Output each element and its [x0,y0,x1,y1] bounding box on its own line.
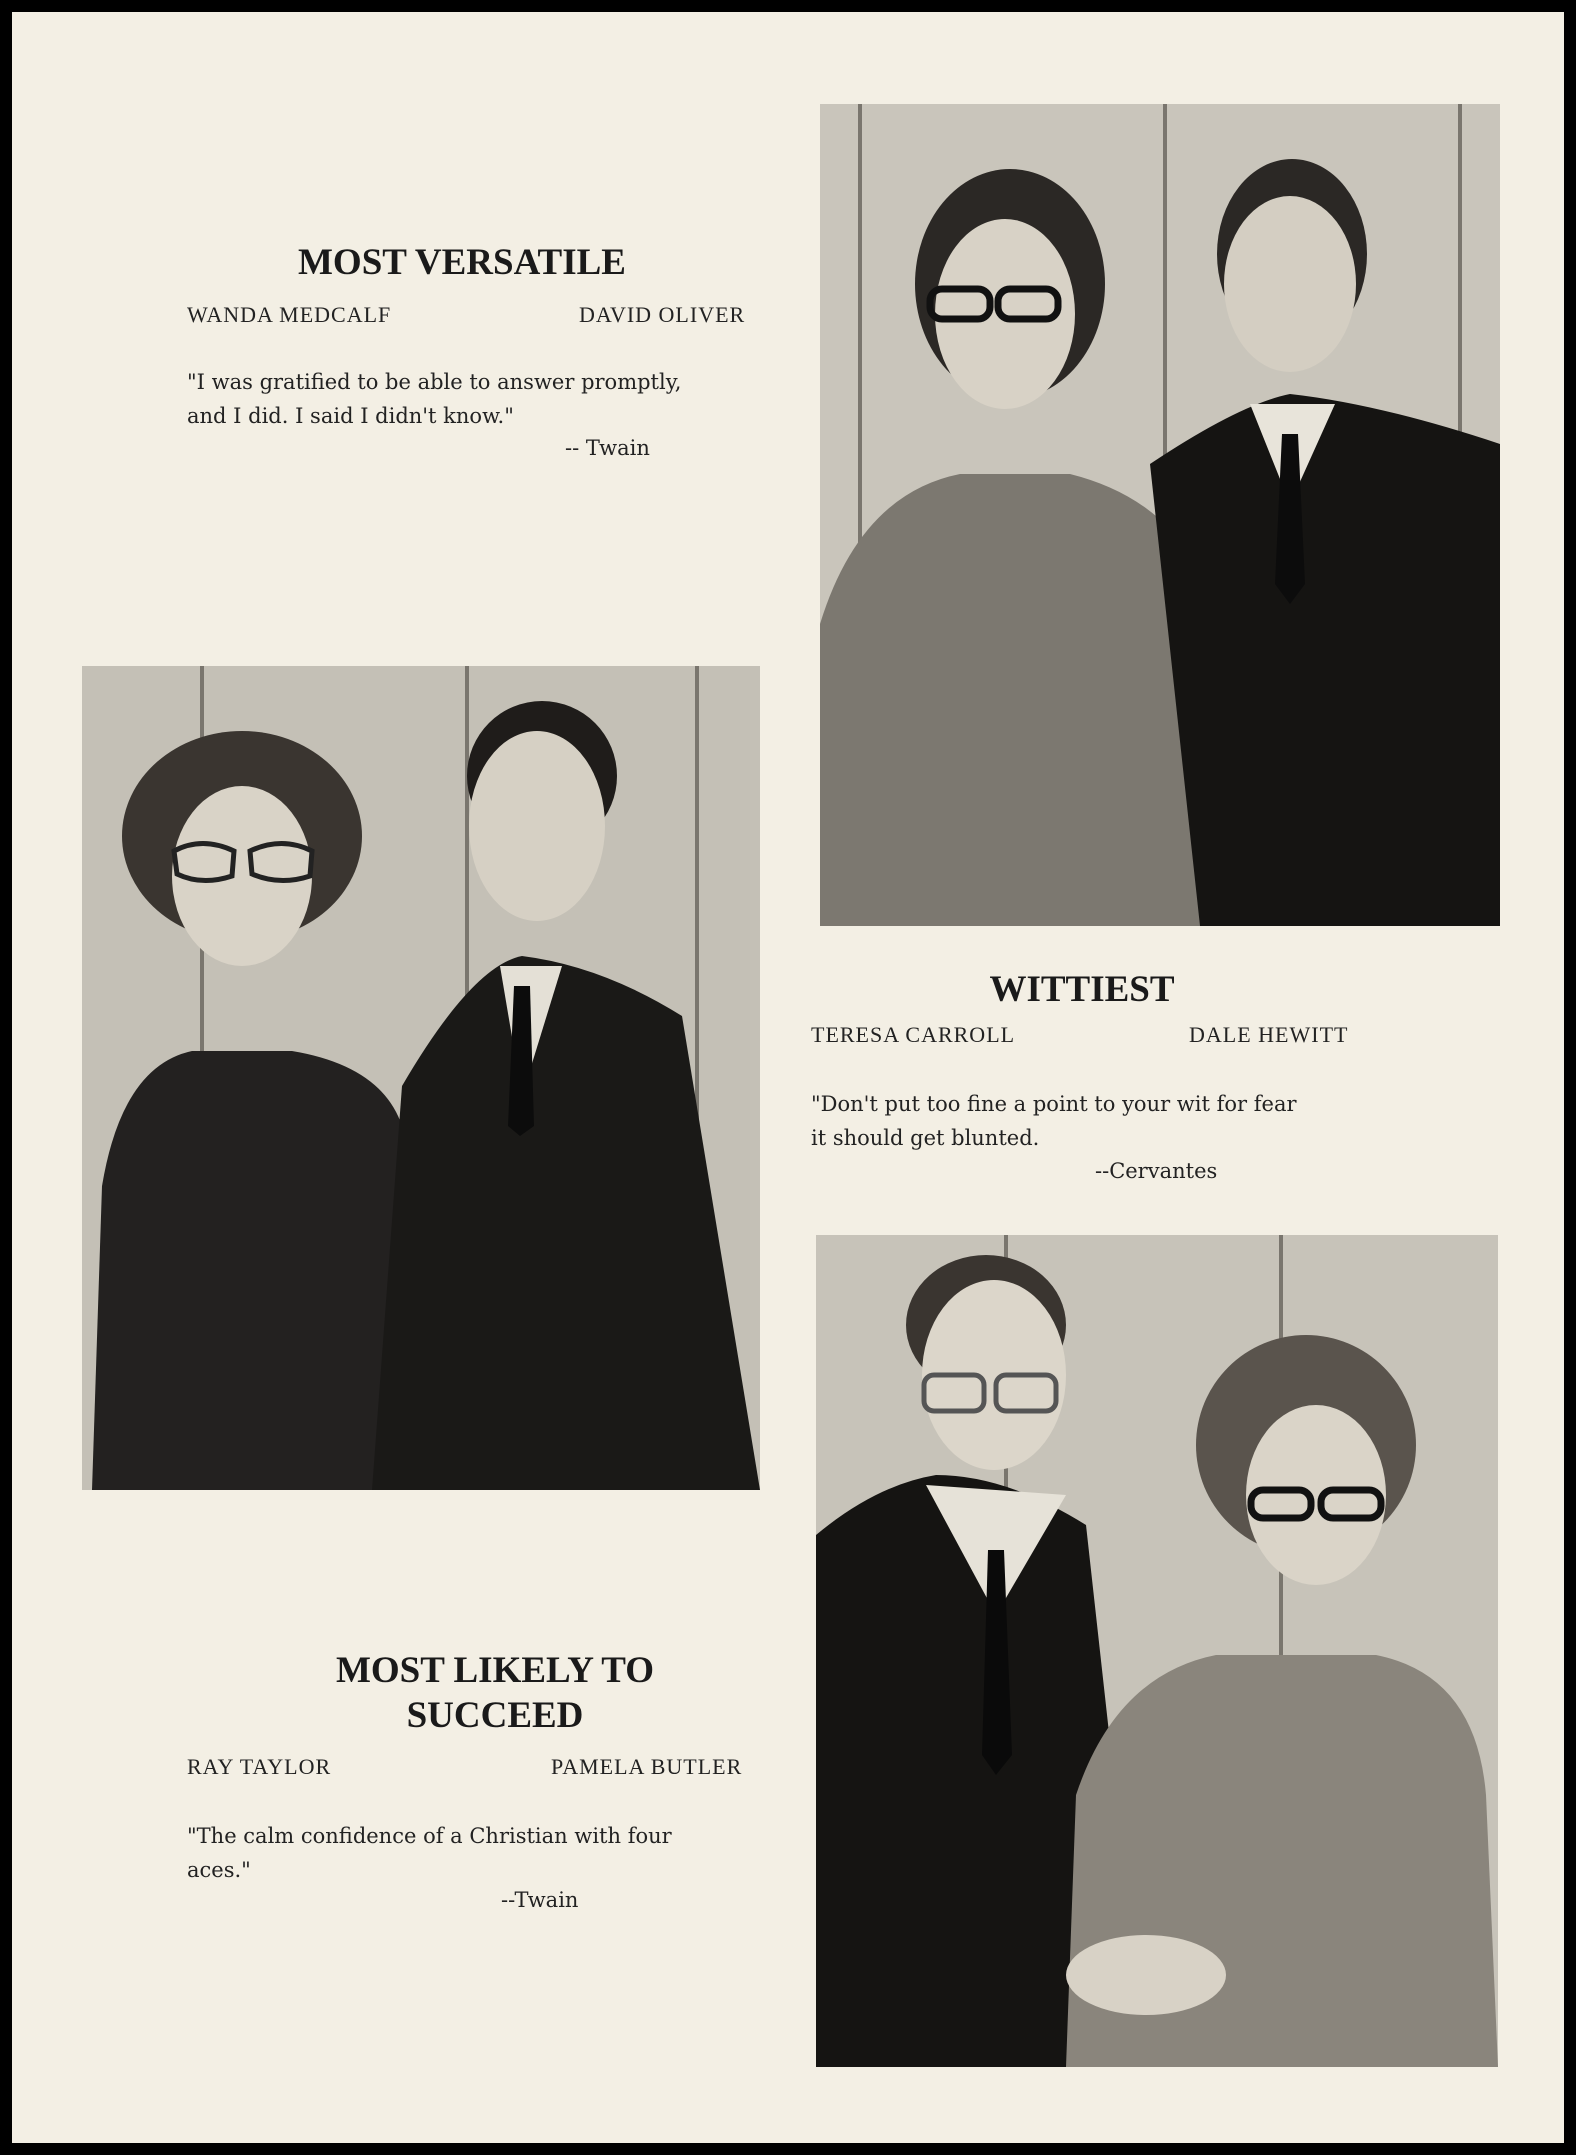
yearbook-page [12,12,1564,2143]
quote-versatile-line1: "I was gratified to be able to answer promptly, [187,370,682,394]
photo-wittiest-pair [820,104,1500,926]
name-pamela-butler: PAMELA BUTLER [551,1754,743,1779]
name-wanda-medcalf: WANDA MEDCALF [187,302,392,327]
photo-succeed-pair [816,1235,1498,2067]
section-title-most-likely-line1: MOST LIKELY TO [335,1650,655,1691]
quote-succeed-line1: "The calm confidence of a Christian with four [187,1824,672,1848]
photo-versatile-pair [82,666,760,1490]
quote-succeed-line2: aces." [187,1858,251,1882]
attribution-wittiest: --Cervantes [1095,1159,1218,1183]
quote-wittiest-line2: it should get blunted. [811,1126,1040,1150]
attribution-succeed: --Twain [501,1888,579,1912]
quote-versatile-line2: and I did. I said I didn't know." [187,404,514,428]
attribution-versatile: -- Twain [565,436,650,460]
name-ray-taylor: RAY TAYLOR [187,1754,332,1779]
name-david-oliver: DAVID OLIVER [579,302,746,327]
section-title-most-likely-line2: SUCCEED [406,1695,584,1736]
name-teresa-carroll: TERESA CARROLL [811,1022,1016,1047]
section-title-wittiest: WITTIEST [989,969,1175,1010]
name-dale-hewitt: DALE HEWITT [1189,1022,1349,1047]
quote-wittiest-line1: "Don't put too fine a point to your wit for fear [811,1092,1297,1116]
section-title-most-versatile: MOST VERSATILE [298,242,626,283]
